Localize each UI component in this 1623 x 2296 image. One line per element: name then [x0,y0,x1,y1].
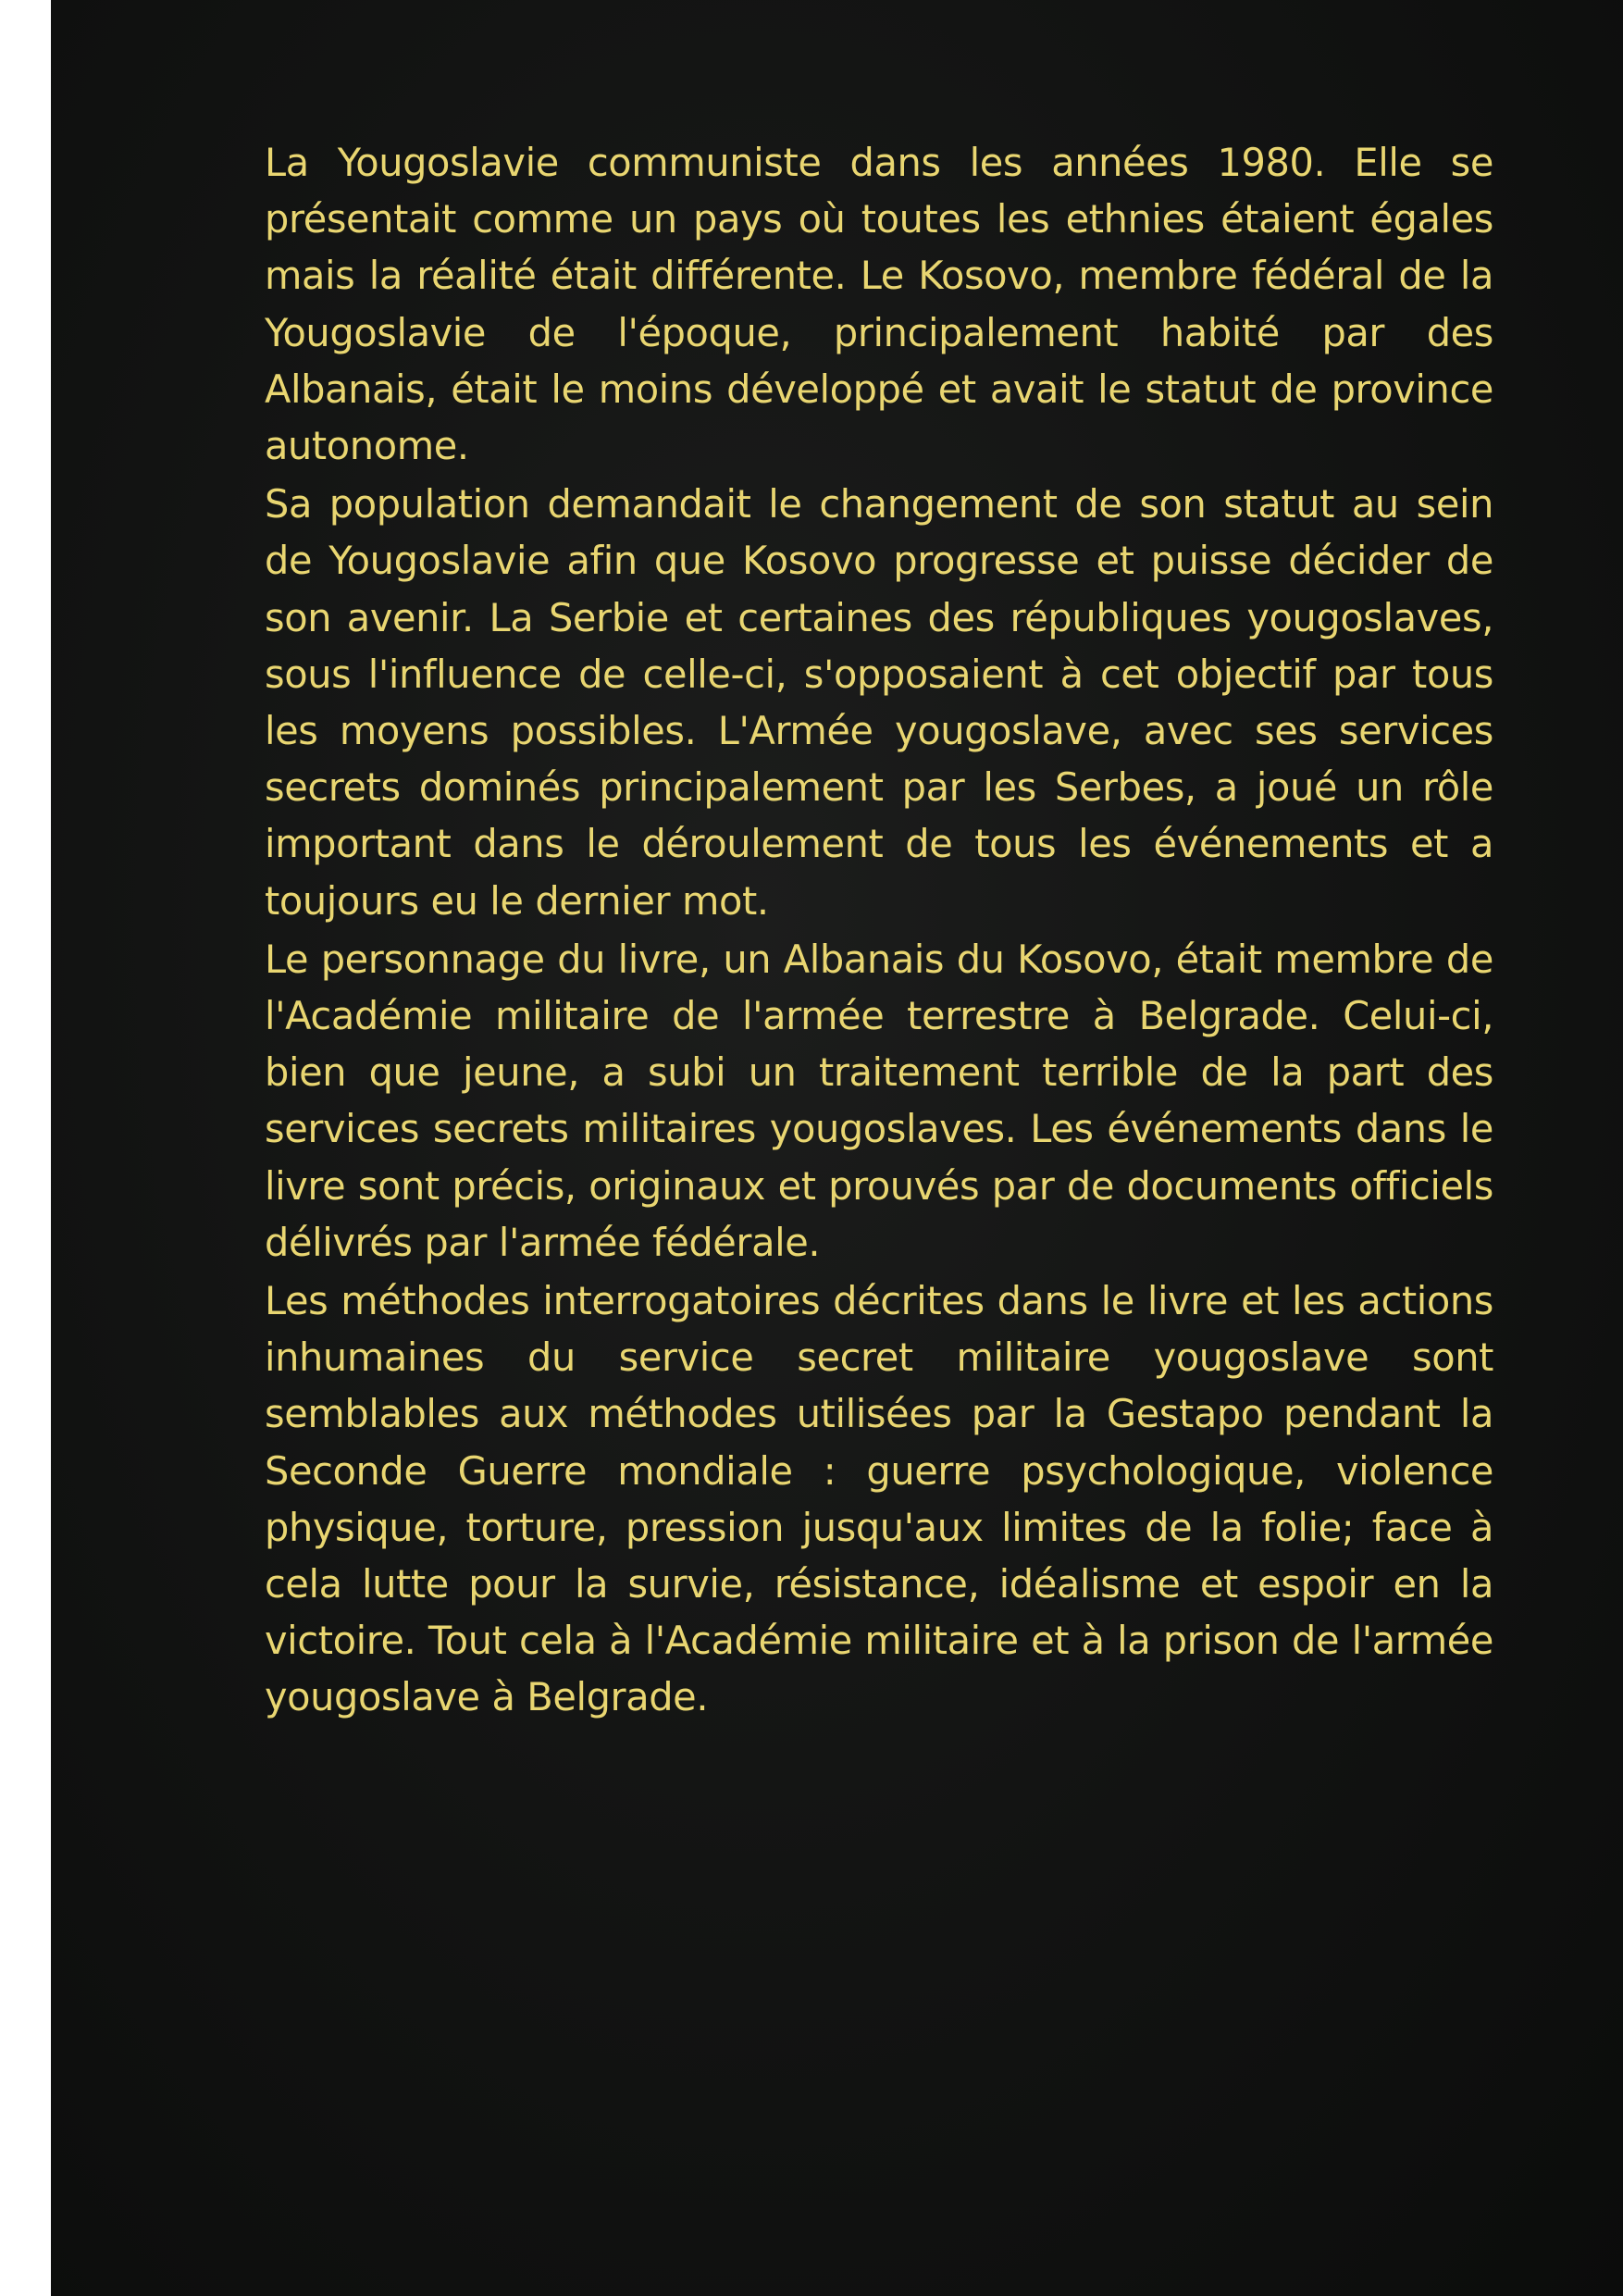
back-cover [51,0,1623,2296]
paragraph-4: Les méthodes interrogatoires décrites dans le livre et les actions inhumaines du service secret militaire yougoslave sont semblables aux méthodes utilisées par la Gestapo pendant la Seconde Guerre mondiale : guerre psychologique, violence physique, torture, pression jusqu'aux limites de la folie; face à cela lutte pour la survie, résistance, idéalisme et espoir en la victoire. Tout cela à l'Académie militaire et à la prison de l'armée yougoslave à Belgrade. [265,1278,1493,1720]
paragraph-2: Sa population demandait le changement de son statut au sein de Yougoslavie afin que Kosovo progresse et puisse décider de son avenir. La Serbie et certaines des républiques yougoslaves, sous l'influence de celle-ci, s'opposaient à cet objectif par tous les moyens possibles. L'Armée yougoslave, avec ses services secrets dominés principalement par les Serbes, a joué un rôle important dans le déroulement de tous les événements et a toujours eu le dernier mot. [265,481,1493,924]
paragraph-1: La Yougoslavie communiste dans les années 1980. Elle se présentait comme un pays où toutes les ethnies étaient égales mais la réalité était différente. Le Kosovo, membre fédéral de la Yougoslavie de l'époque, principalement habité par des Albanais, était le moins développé et avait le statut de province autonome. [265,140,1493,469]
blurb-text [265,134,1493,1726]
paragraph-3: Le personnage du livre, un Albanais du Kosovo, était membre de l'Académie militaire de l'armée terrestre à Belgrade. Celui-ci, bien que jeune, a subi un traitement terrible de la part des services secrets militaires yougoslaves. Les événements dans le livre sont précis, originaux et prouvés par de documents officiels délivrés par l'armée fédérale. [265,936,1493,1265]
